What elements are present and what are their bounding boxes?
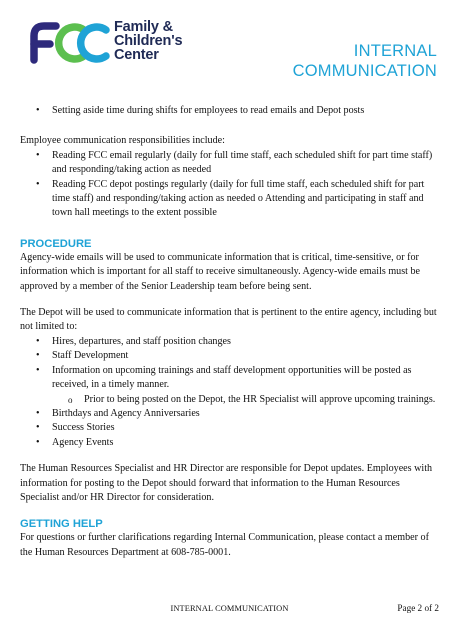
logo-wordmark bbox=[114, 20, 182, 62]
list-item: • Reading FCC email regularly (daily for full time staff, each scheduled shift for part time staff) and responding/taking action as needed bbox=[20, 149, 440, 178]
getting-help-heading: GETTING HELP bbox=[20, 518, 103, 531]
list-item: • Staff Development bbox=[20, 349, 440, 363]
procedure-paragraph-2: The Depot will be used to communicate information that is pertinent to the entire agency, including but not limited to: bbox=[20, 307, 437, 333]
fcc-logo bbox=[30, 16, 205, 66]
logo-name-line3: Center bbox=[114, 47, 159, 63]
responsibilities-list bbox=[20, 149, 440, 221]
responsibilities-lead: Employee communication responsibilities include: bbox=[20, 135, 225, 147]
intro-bullet-list bbox=[20, 104, 440, 118]
page-number: Page 2 of 2 bbox=[397, 603, 439, 613]
list-item: • Reading FCC depot postings regularly (daily for full time staff, each scheduled shift for part time staff) and responding/taking action as needed o Attending and participating in staff and town hall meetings to the extent possible bbox=[20, 178, 440, 221]
document-title-line1: INTERNAL bbox=[353, 42, 437, 60]
fcc-logo-mark-icon bbox=[30, 16, 114, 66]
depot-topics-list-continued bbox=[20, 407, 440, 450]
procedure-heading: PROCEDURE bbox=[20, 237, 92, 250]
depot-topics-sublist bbox=[20, 393, 440, 407]
procedure-paragraph-3: The Human Resources Specialist and HR Director are responsible for Depot updates. Employees with information for posting to the Depot should forward that information to the Human Resources Specialist and/or HR Director for consideration. bbox=[20, 463, 433, 503]
sub-list-item: o Prior to being posted on the Depot, the HR Specialist will approve upcoming trainings. bbox=[20, 393, 440, 407]
document-title bbox=[293, 41, 437, 81]
list-item: • Hires, departures, and staff position changes bbox=[20, 335, 440, 349]
list-item: • Success Stories bbox=[20, 421, 440, 435]
document-title-line2: COMMUNICATION bbox=[292, 62, 437, 80]
logo-name-line2: Children's bbox=[114, 33, 183, 49]
list-item: • Setting aside time during shifts for employees to read emails and Depot posts bbox=[20, 104, 440, 118]
list-item: • Birthdays and Agency Anniversaries bbox=[20, 407, 440, 421]
document-body bbox=[20, 104, 440, 560]
logo-name-line1: Family & bbox=[114, 19, 173, 35]
list-item: • Agency Events bbox=[20, 436, 440, 450]
footer-title: INTERNAL COMMUNICATION bbox=[170, 604, 289, 613]
depot-topics-list bbox=[20, 335, 440, 393]
getting-help-paragraph: For questions or further clarifications regarding Internal Communication, please contact a member of the Human Resources Department at 608-785-0001. bbox=[20, 532, 429, 558]
list-item: • Information on upcoming trainings and staff development opportunities will be posted as received, in a timely manner. bbox=[20, 364, 440, 393]
procedure-paragraph-1: Agency-wide emails will be used to communicate information that is critical, time-sensitive, or for information which is important for all staff to receive simultaneously. Agency-wide emails must be approved by a member of the Senior Leadership team before being sent. bbox=[20, 251, 421, 292]
